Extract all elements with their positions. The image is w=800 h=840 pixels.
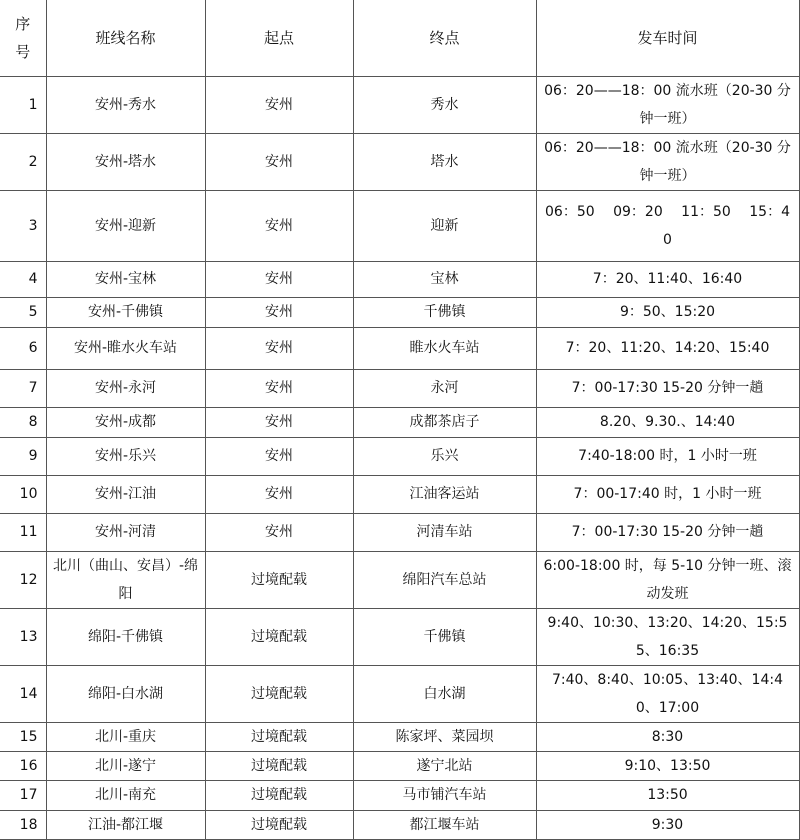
cell-origin: 过境配载	[205, 608, 353, 665]
cell-num: 6	[0, 327, 46, 369]
table-row	[0, 608, 799, 665]
table-row	[0, 76, 799, 133]
table-row	[0, 190, 799, 261]
cell-origin: 安州	[205, 261, 353, 297]
table-row	[0, 327, 799, 369]
cell-origin: 安州	[205, 327, 353, 369]
cell-destination: 白水湖	[353, 665, 536, 722]
cell-destination: 成都茶店子	[353, 407, 536, 437]
table-row	[0, 475, 799, 513]
cell-departure-time: 7：00-17:30 15-20 分钟一趟	[536, 369, 799, 407]
table-row	[0, 780, 799, 810]
cell-origin: 过境配载	[205, 810, 353, 839]
cell-route-name: 绵阳-白水湖	[46, 665, 205, 722]
cell-num: 17	[0, 780, 46, 810]
cell-num: 5	[0, 297, 46, 327]
cell-origin: 安州	[205, 76, 353, 133]
cell-route-name: 绵阳-千佛镇	[46, 608, 205, 665]
cell-route-name: 北川-遂宁	[46, 751, 205, 780]
header-destination: 终点	[353, 0, 536, 76]
cell-destination: 迎新	[353, 190, 536, 261]
cell-origin: 安州	[205, 475, 353, 513]
cell-departure-time: 7:40-18:00 时，1 小时一班	[536, 437, 799, 475]
cell-route-name: 安州-千佛镇	[46, 297, 205, 327]
cell-num: 8	[0, 407, 46, 437]
cell-route-name: 北川（曲山、安昌）-绵阳	[46, 551, 205, 608]
cell-num: 4	[0, 261, 46, 297]
cell-num: 2	[0, 133, 46, 190]
cell-departure-time: 9:30	[536, 810, 799, 839]
cell-departure-time: 8.20、9.30.、14:40	[536, 407, 799, 437]
cell-origin: 过境配载	[205, 780, 353, 810]
cell-destination: 都江堰车站	[353, 810, 536, 839]
cell-destination: 马市铺汽车站	[353, 780, 536, 810]
cell-departure-time: 06：20——18：00 流水班（20-30 分钟一班）	[536, 133, 799, 190]
cell-departure-time: 9：50、15:20	[536, 297, 799, 327]
cell-departure-time: 9:10、13:50	[536, 751, 799, 780]
cell-departure-time: 7：20、11:20、14:20、15:40	[536, 327, 799, 369]
cell-num: 12	[0, 551, 46, 608]
cell-origin: 过境配载	[205, 722, 353, 751]
cell-destination: 塔水	[353, 133, 536, 190]
cell-departure-time: 7：00-17:40 时，1 小时一班	[536, 475, 799, 513]
cell-destination: 秀水	[353, 76, 536, 133]
cell-route-name: 安州-秀水	[46, 76, 205, 133]
header-route-name: 班线名称	[46, 0, 205, 76]
cell-num: 1	[0, 76, 46, 133]
cell-num: 10	[0, 475, 46, 513]
cell-num: 14	[0, 665, 46, 722]
cell-origin: 安州	[205, 513, 353, 551]
cell-destination: 睢水火车站	[353, 327, 536, 369]
cell-origin: 安州	[205, 437, 353, 475]
cell-num: 3	[0, 190, 46, 261]
cell-departure-time: 7：20、11:40、16:40	[536, 261, 799, 297]
cell-num: 7	[0, 369, 46, 407]
cell-destination: 绵阳汽车总站	[353, 551, 536, 608]
cell-num: 18	[0, 810, 46, 839]
cell-num: 13	[0, 608, 46, 665]
cell-origin: 过境配载	[205, 551, 353, 608]
cell-destination: 永河	[353, 369, 536, 407]
cell-route-name: 安州-河清	[46, 513, 205, 551]
cell-destination: 遂宁北站	[353, 751, 536, 780]
cell-route-name: 江油-都江堰	[46, 810, 205, 839]
header-num-line2: 号	[15, 42, 31, 61]
cell-destination: 乐兴	[353, 437, 536, 475]
cell-route-name: 安州-宝林	[46, 261, 205, 297]
cell-departure-time: 9:40、10:30、13:20、14:20、15:55、16:35	[536, 608, 799, 665]
cell-route-name: 北川-南充	[46, 780, 205, 810]
table-row	[0, 551, 799, 608]
cell-departure-time: 13:50	[536, 780, 799, 810]
cell-origin: 过境配载	[205, 665, 353, 722]
cell-destination: 千佛镇	[353, 608, 536, 665]
cell-departure-time: 8:30	[536, 722, 799, 751]
table-row	[0, 133, 799, 190]
cell-departure-time: 06：20——18：00 流水班（20-30 分钟一班）	[536, 76, 799, 133]
table-row	[0, 369, 799, 407]
cell-destination: 千佛镇	[353, 297, 536, 327]
cell-origin: 安州	[205, 133, 353, 190]
cell-origin: 安州	[205, 297, 353, 327]
table-row	[0, 513, 799, 551]
cell-origin: 安州	[205, 407, 353, 437]
cell-num: 11	[0, 513, 46, 551]
cell-route-name: 安州-成都	[46, 407, 205, 437]
header-origin: 起点	[205, 0, 353, 76]
cell-departure-time: 7:40、8:40、10:05、13:40、14:40、17:00	[536, 665, 799, 722]
cell-route-name: 安州-睢水火车站	[46, 327, 205, 369]
table-row	[0, 437, 799, 475]
cell-route-name: 安州-永河	[46, 369, 205, 407]
table-body	[0, 76, 799, 839]
cell-num: 15	[0, 722, 46, 751]
table-row	[0, 407, 799, 437]
cell-departure-time: 6:00-18:00 时，每 5-10 分钟一班、滚动发班	[536, 551, 799, 608]
cell-route-name: 安州-江油	[46, 475, 205, 513]
table-row	[0, 261, 799, 297]
cell-destination: 江油客运站	[353, 475, 536, 513]
table-row	[0, 297, 799, 327]
header-row	[0, 0, 799, 76]
header-num-line1: 序	[15, 14, 31, 33]
cell-route-name: 安州-乐兴	[46, 437, 205, 475]
cell-num: 16	[0, 751, 46, 780]
header-num	[0, 0, 46, 76]
cell-origin: 安州	[205, 369, 353, 407]
cell-destination: 陈家坪、菜园坝	[353, 722, 536, 751]
cell-origin: 安州	[205, 190, 353, 261]
table-row	[0, 665, 799, 722]
cell-num: 9	[0, 437, 46, 475]
cell-departure-time: 7：00-17:30 15-20 分钟一趟	[536, 513, 799, 551]
cell-destination: 河清车站	[353, 513, 536, 551]
cell-destination: 宝林	[353, 261, 536, 297]
cell-route-name: 北川-重庆	[46, 722, 205, 751]
table-row	[0, 722, 799, 751]
cell-route-name: 安州-迎新	[46, 190, 205, 261]
cell-departure-time: 06：50 09：20 11：50 15：40	[536, 190, 799, 261]
cell-route-name: 安州-塔水	[46, 133, 205, 190]
cell-origin: 过境配载	[205, 751, 353, 780]
header-departure-time: 发车时间	[536, 0, 799, 76]
table-row	[0, 751, 799, 780]
